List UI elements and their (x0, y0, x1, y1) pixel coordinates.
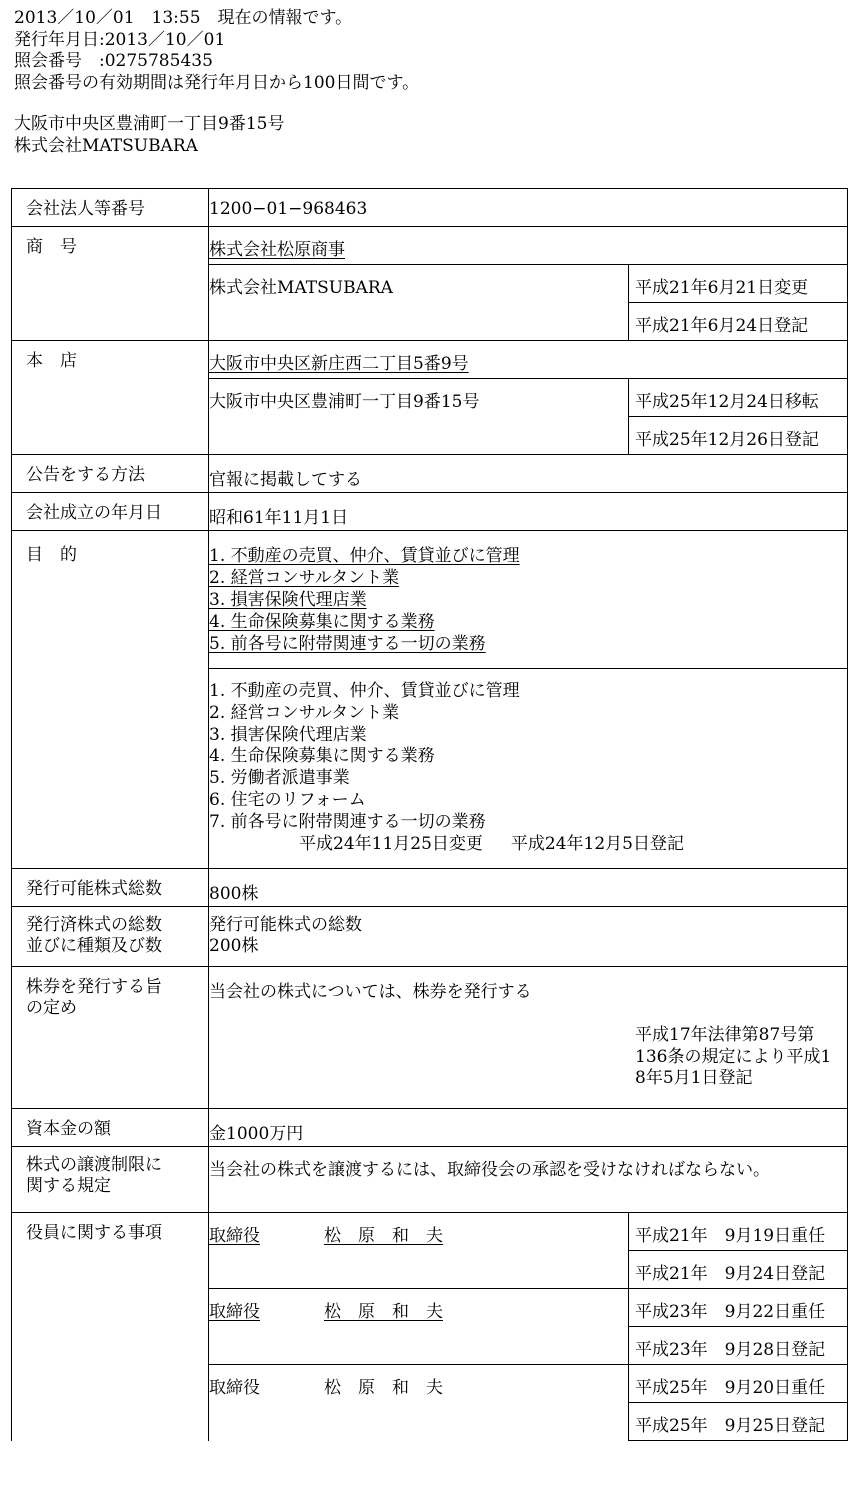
authorized-shares-label: 発行可能株式総数 (12, 869, 209, 907)
purpose-new-list (209, 669, 848, 869)
notice-method-label: 公告をする方法 (12, 455, 209, 493)
trade-name-registration-date: 平成21年6月24日登記 (629, 303, 848, 341)
trade-name-change-date: 平成21年6月21日変更 (629, 265, 848, 303)
share-certificate-label-line: 株券を発行する旨 (26, 977, 162, 997)
trade-name-new: 株式会社MATSUBARA (209, 265, 629, 341)
head-office-label: 本 店 (12, 341, 209, 455)
issued-shares-value (209, 907, 848, 967)
officers-label: 役員に関する事項 (12, 1213, 209, 1441)
corp-number-value: 1200−01−968463 (209, 189, 848, 227)
transfer-restriction-label-line: 株式の譲渡制限に (26, 1155, 162, 1175)
corp-number-label: 会社法人等番号 (12, 189, 209, 227)
head-office-old: 大阪市中央区新庄西二丁目5番9号 (209, 354, 469, 374)
purpose-new-item: 3. 損害保険代理店業 (209, 724, 367, 745)
purpose-new-item: 1. 不動産の売買、仲介、賃貸並びに管理 (209, 681, 520, 701)
share-certificate-note-line: 136条の規定により平成1 (635, 1046, 832, 1067)
header-address: 大阪市中央区豊浦町一丁目9番15号 (14, 114, 285, 134)
share-certificate-value: 当会社の株式については、株券を発行する (209, 982, 532, 1002)
officer-role: 取締役 (209, 1302, 260, 1322)
share-certificate-label (12, 967, 209, 1109)
officer-registration-date: 平成23年 9月28日登記 (629, 1327, 848, 1365)
officer-name: 松 原 和 夫 (324, 1302, 443, 1322)
transfer-restriction-label-line: 関する規定 (26, 1176, 111, 1196)
officer-role: 取締役 (209, 1378, 260, 1398)
share-certificate-note (635, 1025, 831, 1090)
authorized-shares-value: 800株 (209, 869, 848, 907)
validity-note: 照会番号の有効期間は発行年月日から100日間です。 (14, 72, 420, 93)
row-authorized-shares (12, 869, 848, 907)
issued-shares-value-line: 発行可能株式の総数 (209, 915, 362, 935)
row-head-office-old (12, 341, 848, 379)
share-certificate-label-line: の定め (26, 998, 77, 1018)
issued-shares-label-line: 発行済株式の総数 (26, 915, 162, 935)
purpose-new-item: 5. 労働者派遣事業 (209, 768, 350, 789)
purpose-old-item: 2. 経営コンサルタント業 (209, 568, 400, 588)
row-officer (12, 1213, 848, 1251)
purpose-old-item: 5. 前各号に附帯関連する一切の業務 (209, 634, 486, 654)
share-certificate-cell (209, 967, 848, 1109)
row-trade-name-old (12, 227, 848, 265)
purpose-new-item: 6. 住宅のリフォーム (209, 789, 366, 810)
registry-table (11, 188, 848, 1441)
timestamp-line: 2013／10／01 13:55 現在の情報です。 (14, 8, 353, 28)
purpose-new-item: 4. 生命保険募集に関する業務 (209, 746, 435, 767)
officer-name: 松 原 和 夫 (324, 1378, 443, 1398)
founded-date-value: 昭和61年11月1日 (209, 493, 848, 531)
purpose-old-item: 3. 損害保険代理店業 (209, 590, 367, 610)
officer-reappointment-date: 平成23年 9月22日重任 (629, 1289, 848, 1327)
row-founded-date (12, 493, 848, 531)
purpose-old-item: 4. 生命保険募集に関する業務 (209, 612, 435, 632)
head-office-move-date: 平成25年12月24日移転 (629, 379, 848, 417)
row-capital (12, 1109, 848, 1147)
purpose-label: 目 的 (12, 531, 209, 869)
issued-shares-label (12, 907, 209, 967)
issued-shares-label-line: 並びに種類及び数 (26, 936, 162, 956)
issue-date-line: 発行年月日:2013／10／01 (14, 29, 226, 50)
head-office-registration-date: 平成25年12月26日登記 (629, 417, 848, 455)
transfer-restriction-value: 当会社の株式を譲渡するには、取締役会の承認を受けなければならない。 (209, 1147, 848, 1213)
row-notice-method (12, 455, 848, 493)
row-purpose-old (12, 531, 848, 669)
officer-reappointment-date: 平成21年 9月19日重任 (629, 1213, 848, 1251)
head-office-new: 大阪市中央区豊浦町一丁目9番15号 (209, 379, 629, 455)
officer-registration-date: 平成21年 9月24日登記 (629, 1251, 848, 1289)
notice-method-value: 官報に掲載してする (209, 455, 848, 493)
purpose-new-item: 2. 経営コンサルタント業 (209, 702, 400, 723)
issued-shares-value-line: 200株 (209, 936, 259, 956)
row-corp-number (12, 189, 848, 227)
share-certificate-note-line: 8年5月1日登記 (635, 1068, 753, 1088)
purpose-new-item: 7. 前各号に附帯関連する一切の業務 (209, 811, 486, 832)
trade-name-old: 株式会社松原商事 (209, 240, 345, 260)
officer-name: 松 原 和 夫 (324, 1226, 443, 1246)
officer-entry (209, 1213, 629, 1289)
purpose-dates (209, 834, 847, 856)
transfer-restriction-label (12, 1147, 209, 1213)
header-company: 株式会社MATSUBARA (14, 135, 198, 156)
capital-label: 資本金の額 (12, 1109, 209, 1147)
officer-reappointment-date: 平成25年 9月20日重任 (629, 1365, 848, 1403)
officer-entry (209, 1365, 629, 1441)
share-certificate-note-line: 平成17年法律第87号第 (635, 1025, 815, 1045)
trade-name-label: 商 号 (12, 227, 209, 341)
purpose-registration-date: 平成24年12月5日登記 (510, 833, 684, 854)
row-transfer-restriction (12, 1147, 848, 1213)
officer-role: 取締役 (209, 1226, 260, 1246)
capital-value: 金1000万円 (209, 1109, 848, 1147)
row-issued-shares (12, 907, 848, 967)
founded-date-label: 会社成立の年月日 (12, 493, 209, 531)
row-share-certificate (12, 967, 848, 1109)
purpose-old-list (209, 531, 848, 669)
purpose-change-date: 平成24年11月25日変更 (299, 833, 483, 854)
reference-number-line: 照会番号 :0275785435 (14, 51, 213, 71)
document-header (14, 8, 419, 157)
officer-entry (209, 1289, 629, 1365)
purpose-old-item: 1. 不動産の売買、仲介、賃貸並びに管理 (209, 546, 520, 566)
officer-registration-date: 平成25年 9月25日登記 (629, 1403, 848, 1441)
